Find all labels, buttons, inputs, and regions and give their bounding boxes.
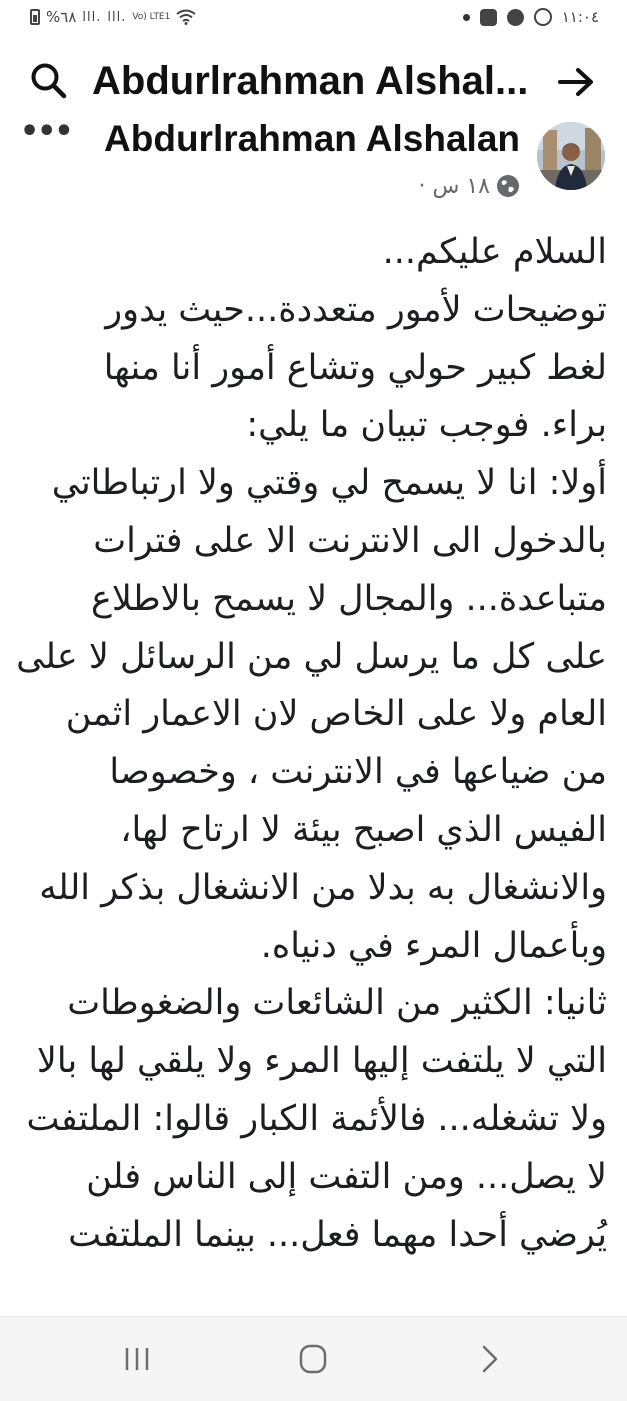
network-type: Vo) LTE1	[132, 11, 171, 22]
status-bar	[0, 0, 627, 40]
post-line: ولا تشغله... فالأئمة الكبار قالوا: الملتفت	[26, 1098, 607, 1139]
post-line: وبأعمال المرء في دنياه.	[260, 925, 607, 966]
post-line: السلام عليكم...	[382, 232, 607, 272]
avatar-image	[537, 122, 605, 190]
post-line: العام ولا على الخاص لان الاعمار اثمن	[65, 694, 607, 735]
top-header	[0, 48, 627, 112]
post-line: أولا: انا لا يسمح لي وقتي ولا ارتباطاتي	[51, 463, 607, 504]
post-time[interactable]: ١٨ س ·	[418, 173, 490, 199]
status-left	[30, 8, 196, 26]
post-line: على كل ما يرسل لي من الرسائل لا على	[16, 636, 607, 677]
author-name[interactable]: Abdurlrahman Alshalan	[104, 118, 520, 159]
wifi-icon	[176, 9, 196, 25]
post-text	[16, 224, 607, 1264]
arrow-right-icon[interactable]	[556, 62, 596, 102]
post-line: لغط كبير حولي وتشاع أمور أنا منها	[103, 347, 607, 388]
post-line: الفيس الذي اصبح بيئة لا ارتاح لها،	[120, 809, 607, 850]
clock: ١١:٠٤	[561, 8, 599, 26]
header-title: Abdurlrahman Alshal...	[92, 59, 529, 103]
recents-icon[interactable]	[117, 1341, 157, 1377]
back-icon[interactable]	[470, 1341, 510, 1377]
search-icon[interactable]	[30, 62, 68, 100]
battery-level: %٦٨	[46, 8, 77, 26]
globe-icon	[496, 174, 520, 198]
post-line: متباعدة... والمجال لا يسمح بالاطلاع	[91, 578, 607, 619]
navigation-bar	[0, 1316, 627, 1401]
signal-icon-2: lll.	[107, 9, 127, 25]
post-line: التي لا يلتفت إليها المرء ولا يلقي لها بالا	[36, 1041, 607, 1082]
notification-dot-icon	[463, 14, 470, 21]
gallery-icon	[480, 9, 497, 26]
more-options-icon[interactable]: •••	[20, 114, 72, 149]
post-line: ثانيا: الكثير من الشائعات والضغوطات	[67, 983, 607, 1024]
status-right	[463, 8, 599, 26]
battery-icon	[30, 9, 40, 25]
post-line: توضيحات لأمور متعددة...حيث يدور	[105, 289, 607, 330]
post-meta	[380, 170, 520, 202]
post-line: براء. فوجب تبيان ما يلي:	[246, 405, 607, 446]
post-line: من ضياعها في الانترنت ، وخصوصا	[109, 752, 607, 793]
whatsapp-icon	[534, 8, 552, 26]
post-line: والانشغال به بدلا من الانشغال بذكر الله	[39, 867, 607, 908]
post-line: يُرضي أحدا مهما فعل... بينما الملتفت	[68, 1214, 607, 1255]
post-line: بالدخول الى الانترنت الا على فترات	[93, 520, 607, 561]
avatar[interactable]	[537, 122, 605, 190]
messenger-icon	[507, 9, 524, 26]
signal-icon: lll.	[82, 9, 102, 25]
home-icon[interactable]	[293, 1341, 333, 1377]
post-line: لا يصل... ومن التفت إلى الناس فلن	[86, 1156, 607, 1197]
